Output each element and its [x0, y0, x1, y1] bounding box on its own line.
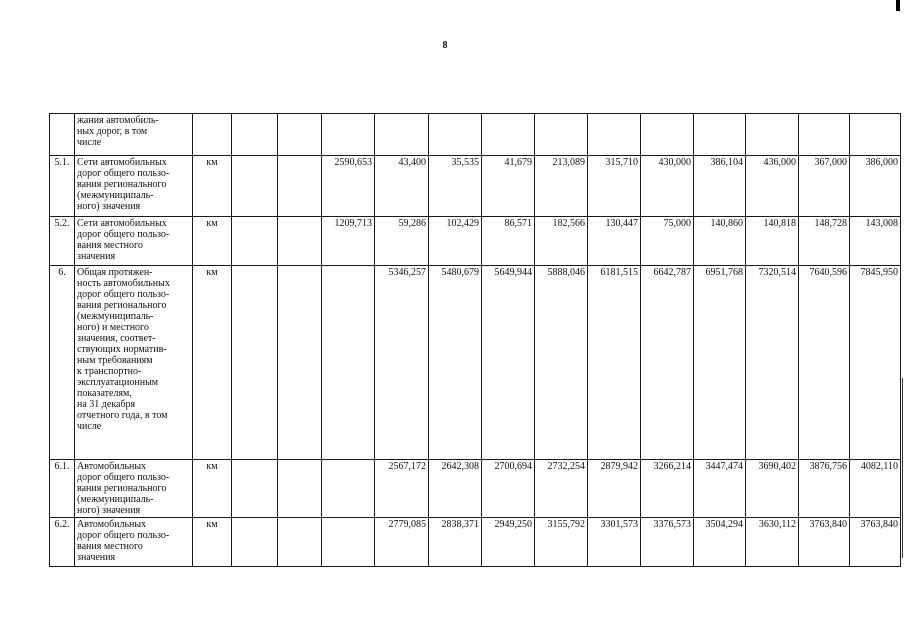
empty-cell [232, 266, 278, 460]
value-cell: 2567,172 [375, 460, 429, 518]
indicator-name-line: числе [77, 421, 102, 432]
indicator-name-line: числе [77, 137, 102, 148]
value-cell: 2949,250 [482, 518, 535, 567]
row-number: 6.1. [50, 460, 75, 518]
scan-edge-mark [896, 0, 900, 11]
value-cell [322, 518, 375, 567]
indicator-name-line: вания местного [77, 240, 143, 251]
indicator-name-line: эксплуатационным [77, 377, 159, 388]
value-cell: 386,104 [694, 156, 746, 217]
scan-margin-line [902, 378, 903, 558]
indicator-name-line: ного) и местного [77, 322, 149, 333]
unit-cell: км [193, 266, 232, 460]
value-cell [641, 114, 694, 156]
value-cell: 315,710 [588, 156, 641, 217]
value-cell: 3447,474 [694, 460, 746, 518]
value-cell: 213,089 [535, 156, 588, 217]
empty-cell [232, 156, 278, 217]
table-row [50, 114, 901, 156]
statistics-table [49, 113, 901, 567]
indicator-name-line: Общая протяжен- [77, 267, 153, 278]
indicator-name-line: Сети автомобильных [77, 157, 167, 168]
value-cell: 6951,768 [694, 266, 746, 460]
row-number: 5.1. [50, 156, 75, 217]
indicator-name [75, 114, 193, 156]
value-cell: 367,000 [799, 156, 850, 217]
value-cell: 3376,573 [641, 518, 694, 567]
indicator-name-line: ных дорог, в том [77, 126, 148, 137]
value-cell: 386,000 [850, 156, 901, 217]
empty-cell [232, 460, 278, 518]
indicator-name-line: Сети автомобильных [77, 218, 167, 229]
value-cell: 3266,214 [641, 460, 694, 518]
value-cell: 1209,713 [322, 217, 375, 266]
indicator-name-line: (межмуниципаль- [77, 190, 154, 201]
value-cell [278, 266, 322, 460]
value-cell [322, 114, 375, 156]
indicator-name-line: вания регионального [77, 483, 167, 494]
value-cell: 3155,792 [535, 518, 588, 567]
value-cell: 35,535 [429, 156, 482, 217]
value-cell: 59,286 [375, 217, 429, 266]
indicator-name-line: (межмуниципаль- [77, 311, 154, 322]
value-cell: 3630,112 [746, 518, 799, 567]
value-cell: 43,400 [375, 156, 429, 217]
value-cell [535, 114, 588, 156]
table-row [50, 460, 901, 518]
value-cell: 86,571 [482, 217, 535, 266]
value-cell [278, 114, 322, 156]
value-cell [429, 114, 482, 156]
unit-cell: км [193, 460, 232, 518]
value-cell: 2879,942 [588, 460, 641, 518]
value-cell [278, 518, 322, 567]
indicator-name-line: значения [77, 552, 116, 563]
value-cell: 140,860 [694, 217, 746, 266]
indicator-name-line: ность автомобильных [77, 278, 170, 289]
unit-cell [193, 114, 232, 156]
indicator-name-line: вания регионального [77, 300, 167, 311]
indicator-name-line: вания местного [77, 541, 143, 552]
indicator-name [75, 266, 193, 460]
value-cell: 5649,944 [482, 266, 535, 460]
table-row [50, 266, 901, 460]
value-cell: 3763,840 [850, 518, 901, 567]
value-cell: 41,679 [482, 156, 535, 217]
value-cell: 3763,840 [799, 518, 850, 567]
value-cell: 2642,308 [429, 460, 482, 518]
empty-cell [232, 518, 278, 567]
value-cell [588, 114, 641, 156]
value-cell: 75,000 [641, 217, 694, 266]
unit-cell: км [193, 217, 232, 266]
indicator-name-line: ного) значения [77, 505, 141, 516]
indicator-name [75, 518, 193, 567]
value-cell: 5888,046 [535, 266, 588, 460]
row-number: 6.2. [50, 518, 75, 567]
value-cell [278, 217, 322, 266]
indicator-name-line: (межмуниципаль- [77, 494, 154, 505]
value-cell: 436,000 [746, 156, 799, 217]
value-cell: 2779,085 [375, 518, 429, 567]
page-number: 8 [442, 40, 448, 51]
value-cell: 2732,254 [535, 460, 588, 518]
value-cell: 5480,679 [429, 266, 482, 460]
unit-cell: км [193, 518, 232, 567]
indicator-name [75, 217, 193, 266]
indicator-name-line: ного) значения [77, 201, 141, 212]
indicator-name-line: на 31 декабря [77, 399, 136, 410]
indicator-name-line: показателям, [77, 388, 132, 399]
value-cell: 7640,596 [799, 266, 850, 460]
value-cell: 3301,573 [588, 518, 641, 567]
indicator-name-line: дорог общего пользо- [77, 229, 170, 240]
value-cell [799, 114, 850, 156]
row-number [50, 114, 75, 156]
value-cell: 3876,756 [799, 460, 850, 518]
indicator-name-line: Автомобильных [77, 461, 147, 472]
row-number: 5.2. [50, 217, 75, 266]
empty-cell [232, 217, 278, 266]
table-row [50, 518, 901, 567]
value-cell: 6642,787 [641, 266, 694, 460]
value-cell: 430,000 [641, 156, 694, 217]
value-cell [694, 114, 746, 156]
value-cell: 143,008 [850, 217, 901, 266]
value-cell: 2838,371 [429, 518, 482, 567]
value-cell: 7320,514 [746, 266, 799, 460]
value-cell: 6181,515 [588, 266, 641, 460]
value-cell: 4082,110 [850, 460, 901, 518]
indicator-name-line: значения, соответ- [77, 333, 156, 344]
indicator-name-line: дорог общего пользо- [77, 289, 170, 300]
value-cell: 148,728 [799, 217, 850, 266]
value-cell: 3504,294 [694, 518, 746, 567]
value-cell [375, 114, 429, 156]
indicator-name-line: Автомобильных [77, 519, 147, 530]
value-cell [278, 156, 322, 217]
indicator-name-line: жания автомобиль- [77, 115, 159, 126]
indicator-name-line: значения [77, 251, 116, 262]
indicator-name-line: ствующих норматив- [77, 344, 167, 355]
value-cell: 130,447 [588, 217, 641, 266]
indicator-name-line: дорог общего пользо- [77, 168, 170, 179]
indicator-name-line: к транспортно- [77, 366, 142, 377]
value-cell: 3690,402 [746, 460, 799, 518]
value-cell [322, 460, 375, 518]
value-cell: 2590,653 [322, 156, 375, 217]
indicator-name [75, 460, 193, 518]
unit-cell: км [193, 156, 232, 217]
row-number: 6. [50, 266, 75, 460]
value-cell: 2700,694 [482, 460, 535, 518]
indicator-name [75, 156, 193, 217]
value-cell [322, 266, 375, 460]
indicator-name-line: ным требованиям [77, 355, 153, 366]
value-cell [850, 114, 901, 156]
indicator-name-line: дорог общего пользо- [77, 472, 170, 483]
value-cell: 102,429 [429, 217, 482, 266]
indicator-name-line: вания регионального [77, 179, 167, 190]
value-cell: 140,818 [746, 217, 799, 266]
empty-cell [232, 114, 278, 156]
table-row [50, 217, 901, 266]
value-cell: 182,566 [535, 217, 588, 266]
indicator-name-line: дорог общего пользо- [77, 530, 170, 541]
table-row [50, 156, 901, 217]
value-cell: 7845,950 [850, 266, 901, 460]
value-cell [746, 114, 799, 156]
value-cell: 5346,257 [375, 266, 429, 460]
value-cell [482, 114, 535, 156]
indicator-name-line: отчетного года, в том [77, 410, 168, 421]
value-cell [278, 460, 322, 518]
